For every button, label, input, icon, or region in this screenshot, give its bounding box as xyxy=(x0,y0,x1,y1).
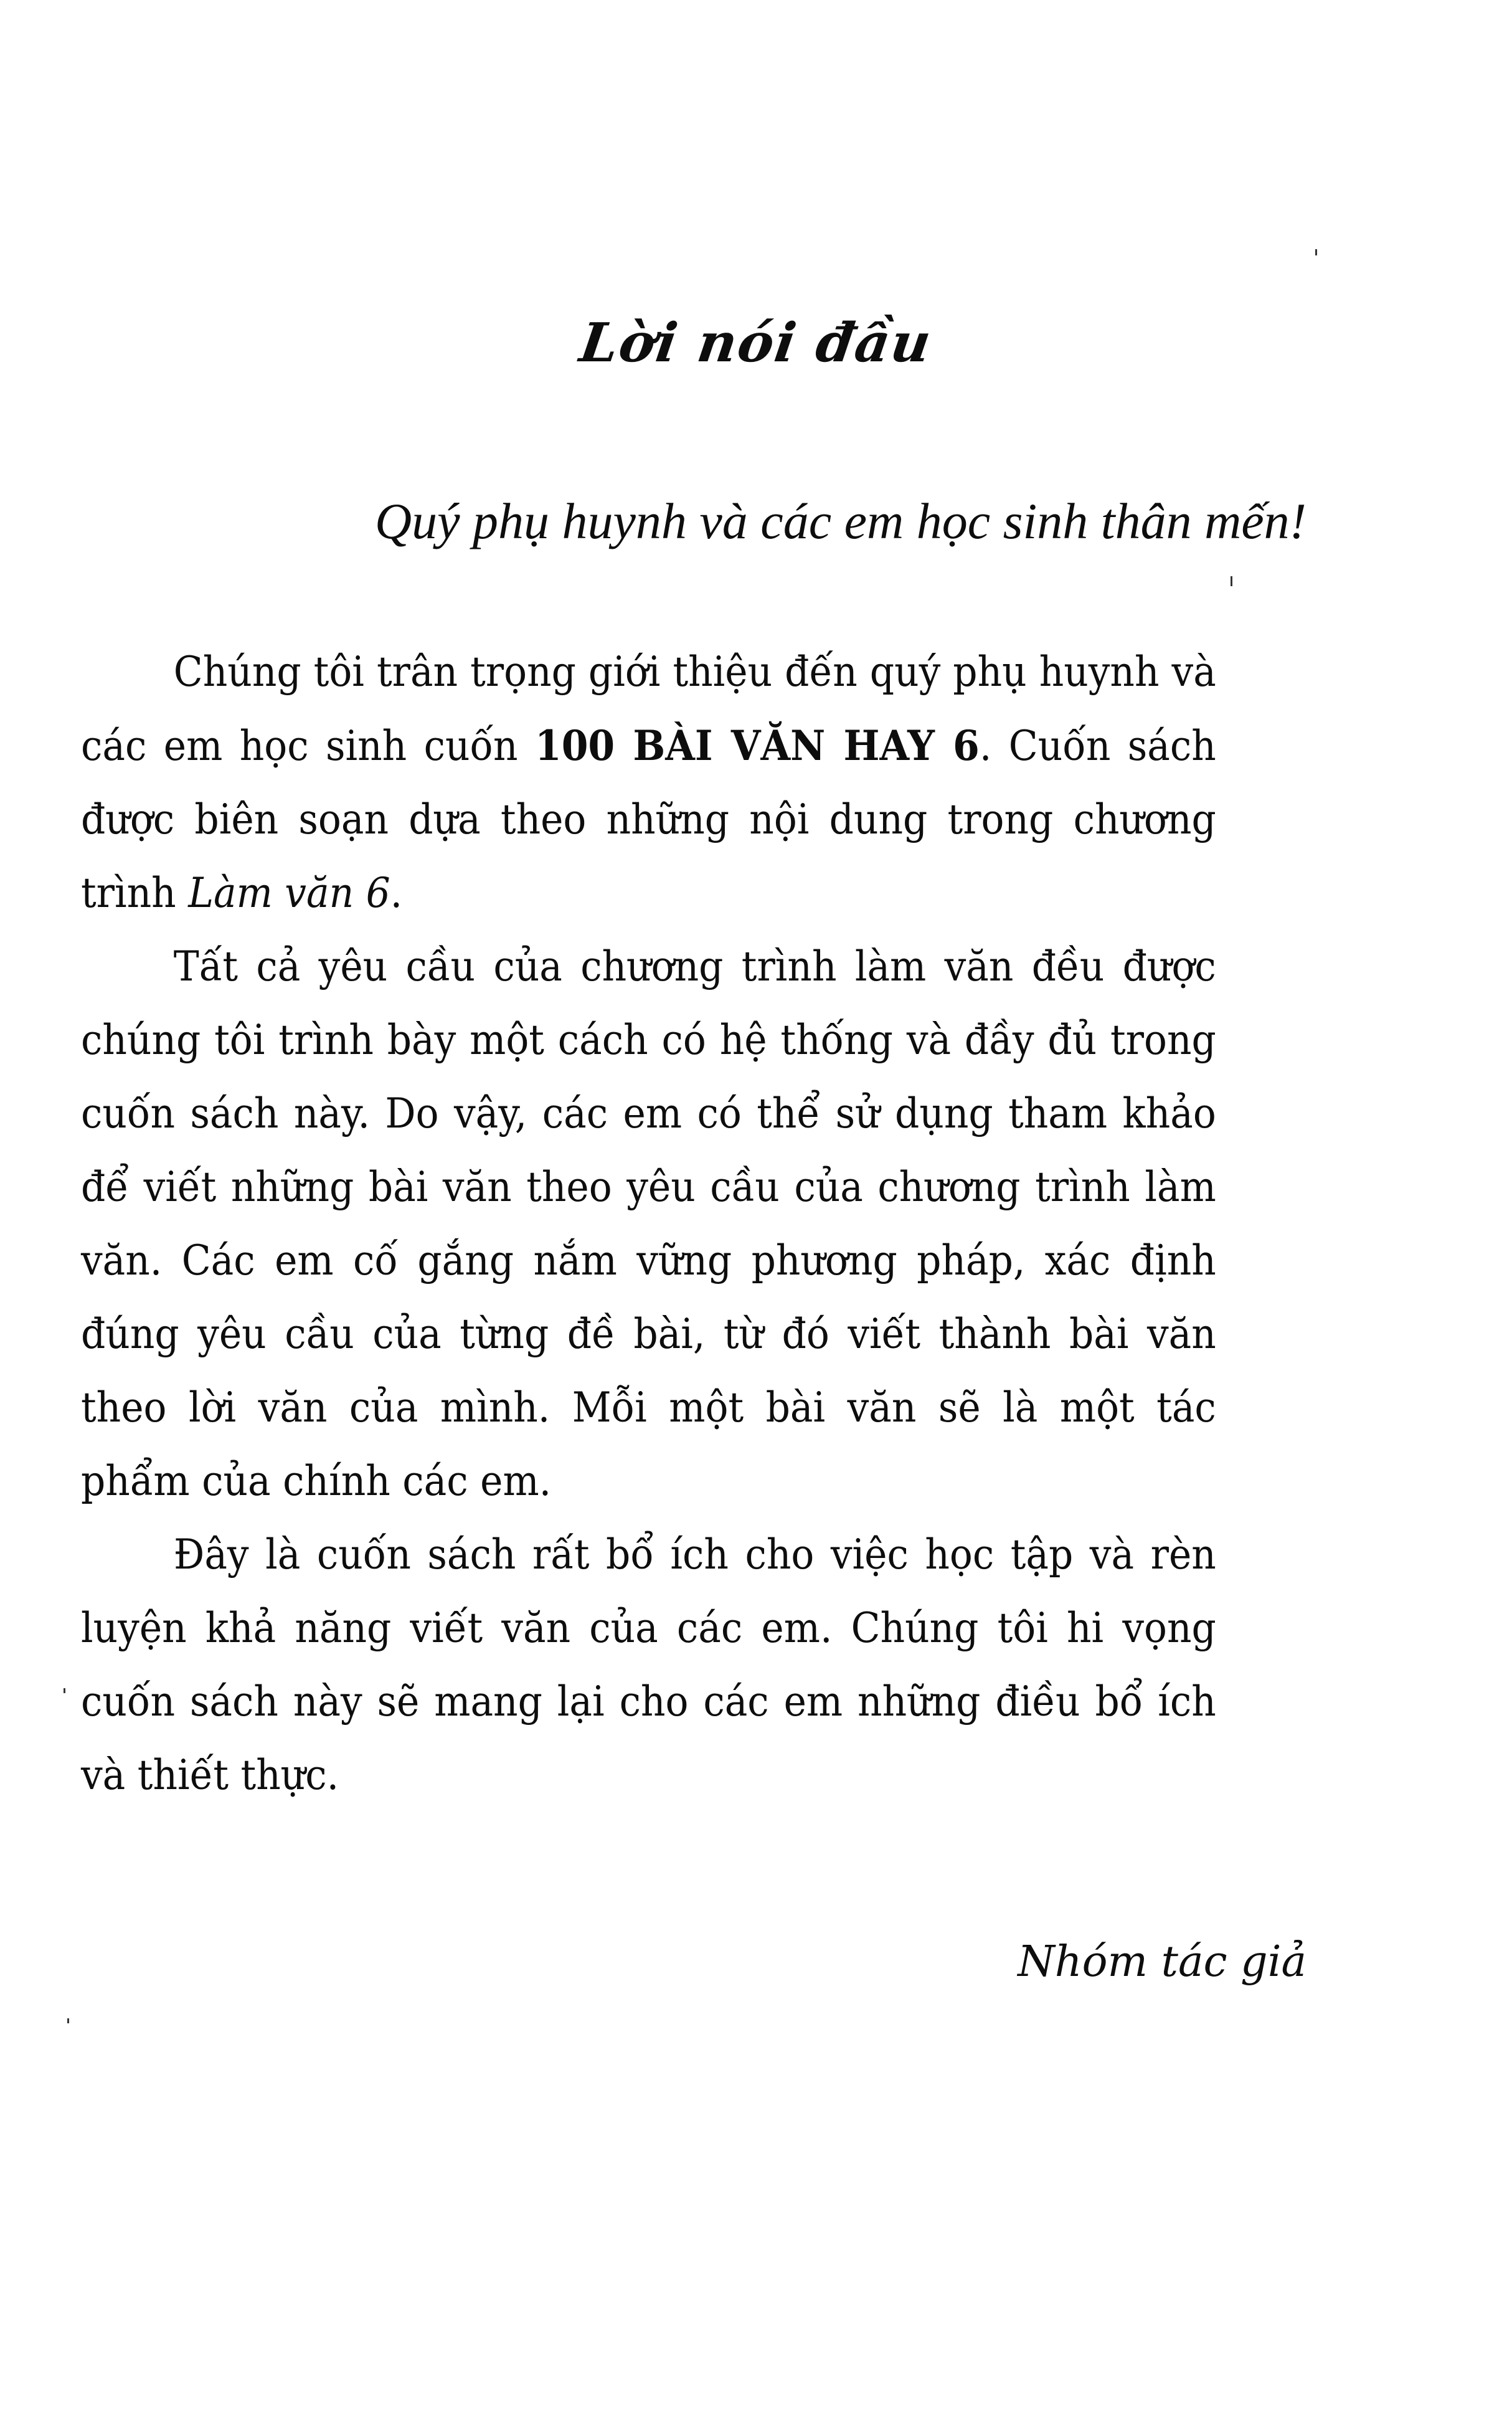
scan-speck xyxy=(1315,249,1317,255)
program-name: Làm văn 6 xyxy=(188,869,390,917)
paragraph-3: Đây là cuốn sách rất bổ ích cho việc học tập và rèn luyện khả năng viết văn của các em. Chúng tôi hi vọng cuốn sách này sẽ mang lại cho các em những điều bổ ích và thiết thực. xyxy=(81,1531,1216,1799)
body-text xyxy=(81,635,1216,1812)
paragraph-1 xyxy=(81,635,1216,930)
scan-speck xyxy=(1231,576,1232,586)
signature: Nhóm tác giả xyxy=(1018,1937,1306,1987)
paragraph-1-middle: . Cuốn sách được biên soạn dựa theo những nội dung trong chương trình xyxy=(81,722,1216,917)
salutation: Quý phụ huynh và các em học sinh thân mến! xyxy=(374,493,1306,549)
paragraph-1-end: . xyxy=(390,869,403,917)
scan-speck xyxy=(64,1688,65,1693)
paragraph-2: Tất cả yêu cầu của chương trình làm văn đều được chúng tôi trình bày một cách có hệ thống và đầy đủ trong cuốn sách này. Do vậy, các em có thể sử dụng tham khảo để viết những bài văn theo yêu cầu của chương trình làm văn. Các em cố gắng nắm vững phương pháp, xác định đúng yêu cầu của từng đề bài, từ đó viết thành bài văn theo lời văn của mình. Mỗi một bài văn sẽ là một tác phẩm của chính các em. xyxy=(81,943,1216,1505)
page-title: Lời nói đầu xyxy=(576,311,936,374)
scan-speck xyxy=(67,2018,69,2023)
paragraph-1-intro: Chúng tôi trân trọng giới thiệu đến quý phụ huynh và các em học sinh cuốn xyxy=(81,648,1216,770)
book-title: 100 BÀI VĂN HAY 6 xyxy=(535,721,980,770)
